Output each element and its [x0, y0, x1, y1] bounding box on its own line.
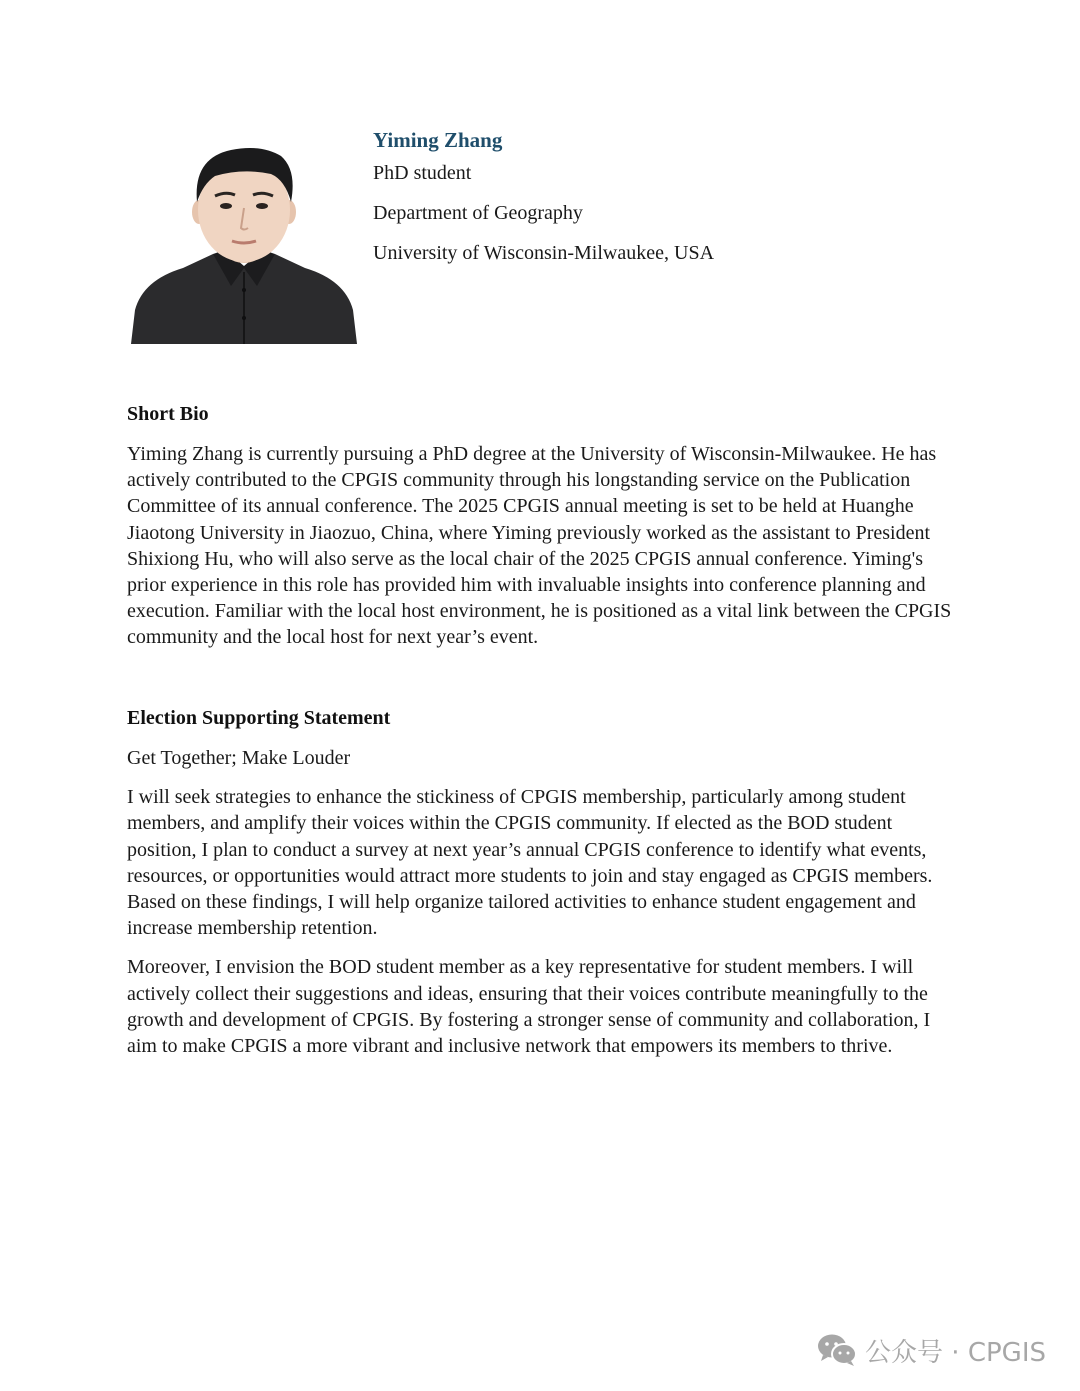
- profile-title: PhD student: [373, 162, 472, 184]
- profile-department: Department of Geography: [373, 202, 583, 224]
- watermark-label: 公众号 · CPGIS: [865, 1337, 1046, 1368]
- short-bio-section: [127, 401, 957, 664]
- election-statement-section: [127, 705, 957, 1072]
- election-statement-heading: Election Supporting Statement: [127, 707, 391, 729]
- election-statement-paragraph: I will seek strategies to enhance the stickiness of CPGIS membership, particularly among student members, and amplify their voices within the CPGIS community. If elected as the BOD student position, I plan to conduct a survey at next year’s annual CPGIS conference to identify what events, resources, or opportunities would attract more students to join and stay engaged as CPGIS members. Based on these findings, I will help organize tailored activities to enhance student engagement and increase membership retention.: [127, 786, 933, 940]
- short-bio-text: Yiming Zhang is currently pursuing a PhD degree at the University of Wisconsin-Milwaukee. He has actively contributed to the CPGIS community through his longstanding service on the Publication Committee of its annual conference. The 2025 CPGIS annual meeting is set to be held at Huanghe Jiaotong University in Jiaozuo, China, where Yiming previously worked as the assistant to President Shixiong Hu, who will also serve as the local chair of the 2025 CPGIS annual conference. Yiming's prior experience in this role has provided him with invaluable insights into conference planning and execution. Familiar with the local host environment, he is positioned as a vital link between the CPGIS community and the local host for next year’s event.: [127, 443, 952, 649]
- wechat-icon: [817, 1333, 857, 1367]
- profile-photo: [131, 140, 357, 344]
- election-statement-slogan: Get Together; Make Louder: [127, 747, 351, 769]
- election-statement-paragraph: Moreover, I envision the BOD student member as a key representative for student members. I will actively collect their suggestions and ideas, ensuring that their voices contribute meaningfully to the growth and development of CPGIS. By fostering a stronger sense of community and collaboration, I aim to make CPGIS a more vibrant and inclusive network that empowers its members to thrive.: [127, 956, 931, 1058]
- profile-university: University of Wisconsin-Milwaukee, USA: [373, 242, 715, 264]
- short-bio-heading: Short Bio: [127, 403, 209, 425]
- watermark: [817, 1330, 1046, 1370]
- profile-info: [373, 126, 714, 280]
- profile-name: Yiming Zhang: [373, 128, 503, 152]
